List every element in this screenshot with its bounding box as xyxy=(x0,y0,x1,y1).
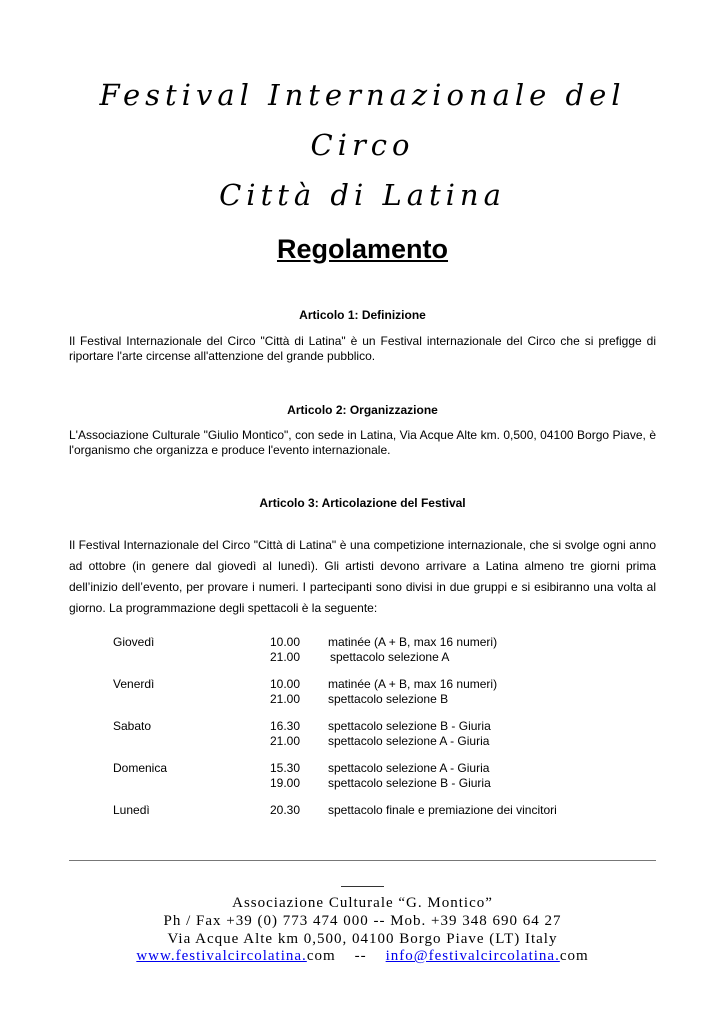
schedule-desc: spettacolo selezione B - Giuria xyxy=(328,719,491,733)
schedule-day: Venerdì xyxy=(113,677,155,691)
page-heading: Regolamento xyxy=(276,234,449,264)
schedule-desc: spettacolo selezione B xyxy=(328,692,449,706)
article-1-text: Il Festival Internazionale del Circo "Città di Latina" è un Festival internazionale del Circo che si prefigge di riportare l'arte circense all'attenzione del grande pubblico. xyxy=(69,334,656,363)
website-tld: com xyxy=(306,948,336,964)
schedule-desc: spettacolo selezione A - Giuria xyxy=(328,734,490,748)
article-3-text: Il Festival Internazionale del Circo "Città di Latina" è una competizione internazionale, che si svolge ogni anno ad ottobre (in genere dal giovedì al lunedì). Gli artisti devono arrivare a Latina almeno tre giorni prima dell’inizio dell’evento, per provare i numeri. I partecipanti sono divisi in due gruppi e si esibiranno una volta al giorno. La programmazione degli spettacoli è la seguente: xyxy=(69,538,656,615)
title-line-2: Circo xyxy=(310,128,415,162)
footer-divider xyxy=(69,860,656,861)
footer-contacts xyxy=(0,948,725,965)
article-2-title: Articolo 2: Organizzazione xyxy=(287,403,438,417)
schedule-day: Giovedì xyxy=(113,635,155,649)
article-1-title: Articolo 1: Definizione xyxy=(299,308,426,322)
schedule-desc: spettacolo finale e premiazione dei vincitori xyxy=(328,803,557,817)
schedule-time: 20.30 xyxy=(269,803,300,817)
footer-short-line xyxy=(341,886,384,887)
footer-separator: -- xyxy=(354,948,367,964)
schedule-time: 21.00 xyxy=(269,734,300,748)
schedule-time: 10.00 xyxy=(269,635,300,649)
title-line-1: Festival Internazionale del xyxy=(99,78,626,112)
schedule-day: Domenica xyxy=(113,761,168,775)
schedule-time: 15.30 xyxy=(269,761,300,775)
schedule-desc: matinée (A + B, max 16 numeri) xyxy=(328,635,498,649)
article-2-text: L'Associazione Culturale "Giulio Montico", con sede in Latina, Via Acque Alte km. 0,500, 04100 Borgo Piave, è l'organismo che organizza e produce l'evento internazionale. xyxy=(69,428,656,457)
schedule-time: 21.00 xyxy=(269,650,300,664)
schedule-time: 19.00 xyxy=(269,776,300,790)
schedule-day: Lunedì xyxy=(113,803,150,817)
schedule-desc: spettacolo selezione A xyxy=(330,650,450,664)
website-link[interactable]: www.festivalcircolatina. xyxy=(136,948,307,964)
schedule-desc: matinée (A + B, max 16 numeri) xyxy=(328,677,498,691)
schedule-time: 10.00 xyxy=(269,677,300,691)
schedule-desc: spettacolo selezione B - Giuria xyxy=(328,776,491,790)
schedule-desc: spettacolo selezione A - Giuria xyxy=(328,761,490,775)
schedule-time: 21.00 xyxy=(269,692,300,706)
title-line-3: Città di Latina xyxy=(219,178,506,212)
email-tld: com xyxy=(559,948,589,964)
email-link[interactable]: info@festivalcircolatina. xyxy=(385,948,560,964)
schedule-time: 16.30 xyxy=(269,719,300,733)
article-3-title: Articolo 3: Articolazione del Festival xyxy=(259,496,466,510)
schedule-day: Sabato xyxy=(113,719,152,733)
footer-org: Associazione Culturale “G. Montico” xyxy=(232,895,493,911)
footer-address: Via Acque Alte km 0,500, 04100 Borgo Piave (LT) Italy xyxy=(167,931,558,947)
footer-phone: Ph / Fax +39 (0) 773 474 000 -- Mob. +39 348 690 64 27 xyxy=(163,913,562,929)
